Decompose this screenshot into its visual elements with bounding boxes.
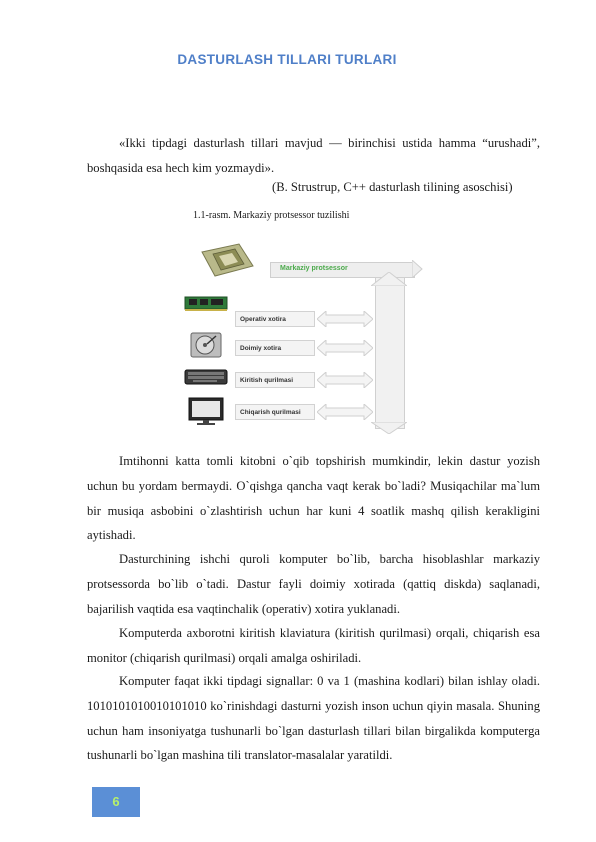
row-label-monitor: Chiqarish qurilmasi (235, 404, 315, 420)
paragraph-4: Komputer faqat ikki tipdagi signallar: 0 va 1 (mashina kodlari) bilan ishlay oladi. 1010101010010101010 ko`rinishdagi dasturni yozish inson uchun qiyin masala. Shuning uchun ham insoniyatga tushunarli bo`lgan dasturlash tillari bilan birgalikda komputerga tushunarli bo`lgan mashina tili translator-masalalar yaratildi. (87, 674, 540, 763)
row-label-keyboard: Kiritish qurilmasi (235, 372, 315, 388)
row-label-hdd: Doimiy xotira (235, 340, 315, 356)
double-arrow-icon (317, 404, 373, 420)
ram-module-icon (183, 290, 229, 316)
cpu-chip-icon (197, 240, 257, 280)
double-arrow-icon (317, 311, 373, 327)
cpu-label: Markaziy protsessor (280, 265, 348, 272)
cpu-structure-diagram (175, 232, 425, 432)
keyboard-icon (183, 364, 229, 390)
bus-arrow-down (371, 422, 407, 434)
quote-source: (B. Strustrup, C++ dasturlash tilining asoschisi) (272, 180, 513, 194)
hard-disk-icon (183, 332, 229, 358)
cpu-bar-arrowhead (412, 260, 424, 278)
row-label-ram: Operativ xotira (235, 311, 315, 327)
paragraph-2: Dasturchining ishchi quroli komputer bo`lib, barcha hisoblashlar markaziy protsessorda bo`lib o`tadi. Dastur fayli doimiy xotirada (qattiq diskda) saqlanadi, bajarilish vaqtida esa vaqtinchalik (operativ) xotira yuklanadi. (87, 552, 540, 616)
double-arrow-icon (317, 340, 373, 356)
figure-caption: 1.1-rasm. Markaziy protsessor tuzilishi (193, 210, 350, 221)
monitor-icon (183, 397, 229, 427)
page-title: DASTURLASH TILLARI TURLARI (177, 52, 397, 67)
paragraph-3: Komputerda axborotni kiritish klaviatura (kiritish qurilmasi) orqali, chiqarish esa monitor (chiqarish qurilmasi) orqali amalga oshiriladi. (87, 626, 540, 665)
bus-bar (375, 277, 405, 429)
page-number: 6 (92, 787, 140, 817)
epigraph-quote: «Ikki tipdagi dasturlash tillari mavjud — birinchisi ustida hamma “urushadi”, boshqasida esa hech kim yozmaydi». (87, 136, 540, 175)
bus-arrow-up (371, 272, 407, 286)
double-arrow-icon (317, 372, 373, 388)
paragraph-1: Imtihonni katta tomli kitobni o`qib topshirish mumkindir, lekin dastur yozish uchun bu yordam bermaydi. O`qishga qancha vaqt kerak bo`ladi? Musiqachilar ma`lum bir musiqa asbobini o`zlashtirish uchun har kuni 4 soatlik mashq qilish kerakligini aytishadi. (87, 454, 540, 543)
